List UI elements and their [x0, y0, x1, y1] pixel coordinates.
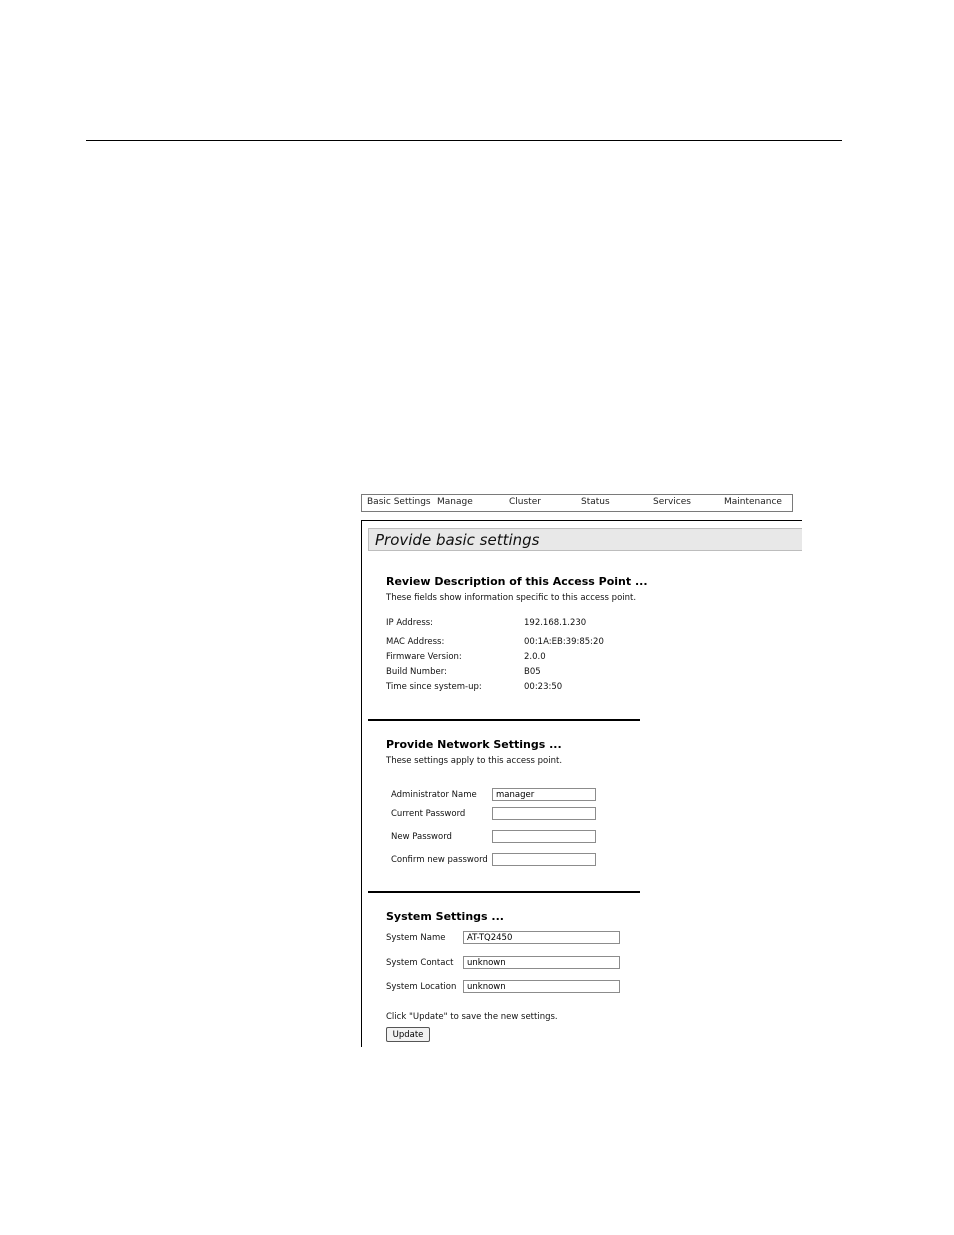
- current-password-label: Current Password: [391, 809, 466, 819]
- nav-tab-services[interactable]: Services: [653, 497, 691, 507]
- system-location-input[interactable]: [463, 980, 620, 993]
- nav-tab-basic-settings[interactable]: Basic Settings: [367, 497, 431, 507]
- system-location-label: System Location: [386, 982, 457, 992]
- ip-address-value: 192.168.1.230: [524, 618, 587, 628]
- admin-name-label: Administrator Name: [391, 790, 477, 800]
- confirm-password-label: Confirm new password: [391, 855, 488, 865]
- nav-tab-manage[interactable]: Manage: [437, 497, 473, 507]
- ip-address-label: IP Address:: [386, 618, 434, 628]
- admin-name-input[interactable]: [492, 788, 596, 801]
- network-section-desc: These settings apply to this access point.: [386, 756, 563, 766]
- review-section-desc: These fields show information specific to this access point.: [386, 593, 637, 603]
- mac-address-label: MAC Address:: [386, 637, 445, 647]
- new-password-label: New Password: [391, 832, 452, 842]
- firmware-version-value: 2.0.0: [524, 652, 546, 662]
- system-name-input[interactable]: [463, 931, 620, 944]
- current-password-input[interactable]: [492, 807, 596, 820]
- system-section-title: System Settings ...: [386, 910, 504, 923]
- system-contact-label: System Contact: [386, 958, 454, 968]
- new-password-input[interactable]: [492, 830, 596, 843]
- uptime-label: Time since system-up:: [386, 682, 482, 692]
- section-divider: [368, 891, 640, 893]
- page-top-rule: [86, 140, 842, 141]
- update-button[interactable]: Update: [386, 1027, 430, 1042]
- system-contact-input[interactable]: [463, 956, 620, 969]
- confirm-password-input[interactable]: [492, 853, 596, 866]
- review-section-title: Review Description of this Access Point ...: [386, 575, 648, 588]
- section-divider: [368, 719, 640, 721]
- build-number-label: Build Number:: [386, 667, 447, 677]
- nav-tab-status[interactable]: Status: [581, 497, 610, 507]
- mac-address-value: 00:1A:EB:39:85:20: [524, 637, 604, 647]
- network-section-title: Provide Network Settings ...: [386, 738, 562, 751]
- nav-tab-maintenance[interactable]: Maintenance: [724, 497, 782, 507]
- top-nav-bar: [361, 494, 793, 512]
- panel-header: [368, 528, 802, 551]
- firmware-version-label: Firmware Version:: [386, 652, 462, 662]
- system-name-label: System Name: [386, 933, 446, 943]
- page-title: Provide basic settings: [375, 531, 540, 549]
- build-number-value: B05: [524, 667, 541, 677]
- settings-panel: [361, 520, 802, 1047]
- update-hint: Click "Update" to save the new settings.: [386, 1012, 558, 1022]
- uptime-value: 00:23:50: [524, 682, 563, 692]
- nav-tab-cluster[interactable]: Cluster: [509, 497, 541, 507]
